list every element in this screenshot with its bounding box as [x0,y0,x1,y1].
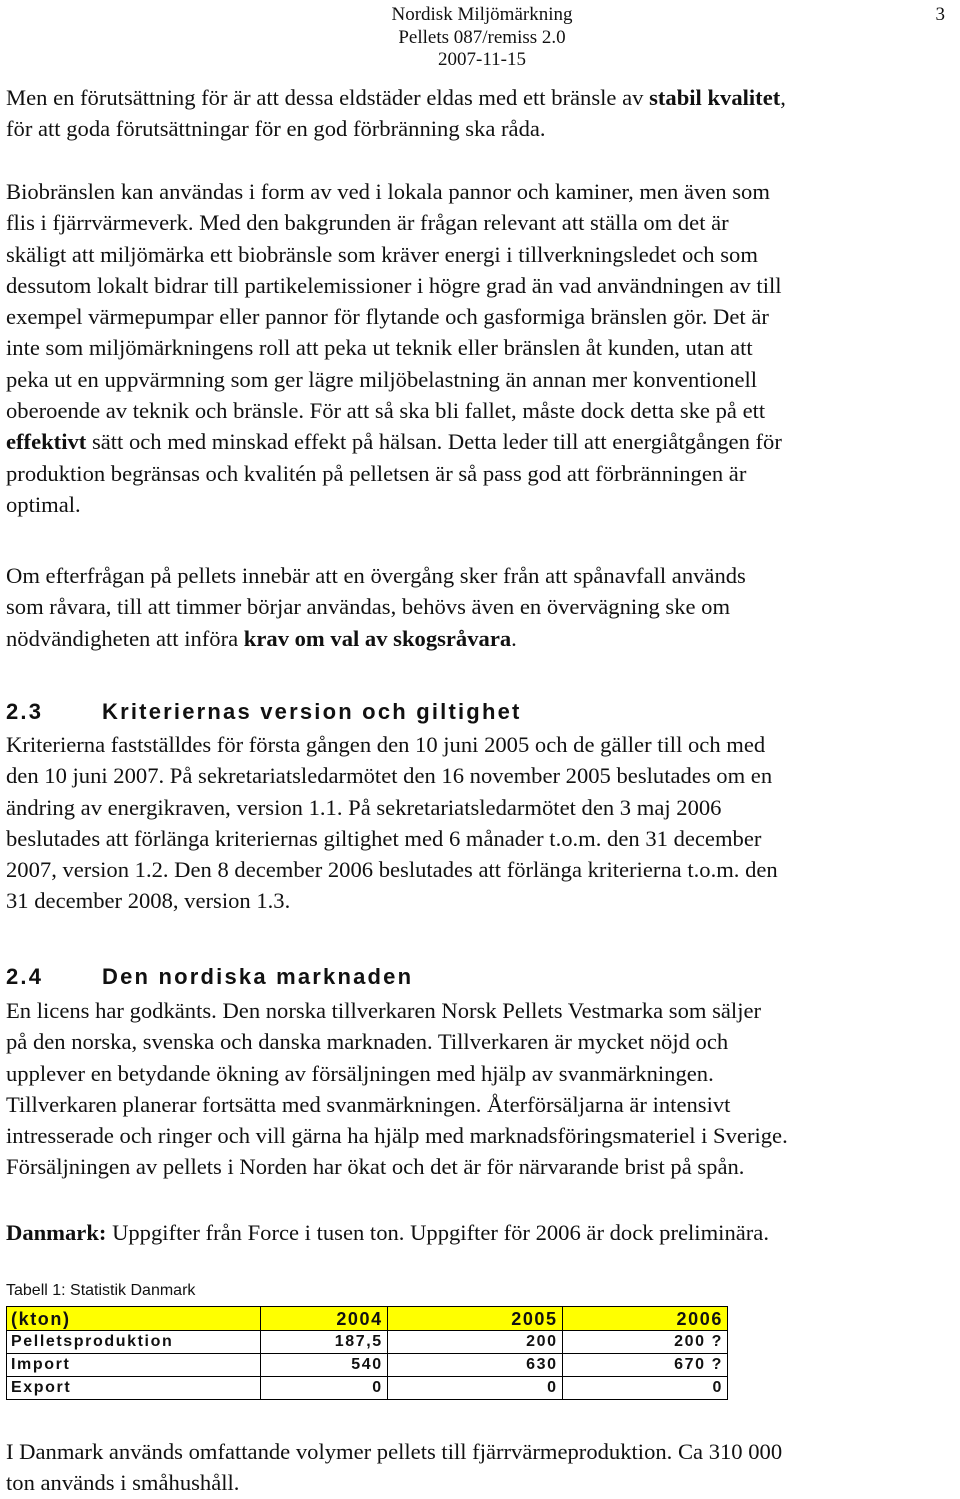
section-number: 2.3 [6,699,44,724]
text-line: optimal. [6,491,81,517]
text-run: nödvändigheten att införa [6,625,244,651]
text-line: peka ut en uppvärmning som ger lägre miljöbelastning än annan mer konventionell [6,366,758,392]
text-line [6,623,954,654]
text-run: Men en förutsättning för är att dessa eldstäder eldas med ett bränsle av [6,85,650,110]
section-title: Den nordiska marknaden [102,964,414,989]
table-cell: 200 [387,1331,562,1354]
table-header-cell: (kton) [7,1307,261,1331]
bold-text: effektivt [6,429,87,455]
text-line: dessutom lokalt bidrar till partikelemissioner i högre grad än vad användningen av till [6,272,782,298]
text-line: oberoende av teknik och bränsle. För att så ska bli fallet, måste dock detta ske på ett [6,398,766,424]
text-line: exempel värmepumpar eller pannor för flytande och gasformiga bränslen gör. Det är [6,304,769,330]
bold-text: Danmark: [6,1220,107,1245]
text-run: . [511,625,517,651]
table-header-cell: 2006 [562,1307,727,1331]
section-number: 2.4 [6,964,44,989]
page-header [0,3,960,71]
table-cell: 540 [261,1354,388,1377]
paragraph-3 [6,560,954,654]
header-date: 2007-11-15 [438,49,526,70]
text-line: 31 december 2008, version 1.3. [6,888,291,914]
paragraph-2 [6,176,954,520]
text-line: beslutades att förlänga kriteriernas giltighet med 6 månader t.o.m. den 31 december [6,825,762,851]
text-line: Om efterfrågan på pellets innebär att en övergång sker från att spånavfall används [6,563,746,588]
text-line: som råvara, till att timmer börjar användas, behövs även en övervägning ske om [6,594,731,620]
table-cell: 200 ? [562,1331,727,1354]
text-line: för att goda förutsättningar för en god förbränning ska råda. [6,116,546,142]
table-cell: Pelletsproduktion [7,1331,261,1354]
table-header-cell: 2005 [387,1307,562,1331]
text-line [6,1217,954,1248]
text-line: inte som miljömärkningens roll att peka ut teknik eller bränslen åt kunden, utan att [6,335,753,361]
page-number: 3 [935,4,945,25]
paragraph-2-4 [6,995,954,1183]
table-cell: 187,5 [261,1331,388,1354]
table-cell: 670 ? [562,1354,727,1377]
table-row [7,1354,728,1377]
table-cell: 630 [387,1354,562,1377]
section-heading-2-3 [6,697,522,727]
text-line: Biobränslen kan användas i form av ved i lokala pannor och kaminer, men även som [6,179,770,204]
paragraph-2-3 [6,729,954,917]
text-line: ändring av energikraven, version 1.1. På sekretariatsledarmötet den 3 maj 2006 [6,794,722,820]
text-line: En licens har godkänts. Den norska tillverkaren Norsk Pellets Vestmarka som säljer [6,998,762,1023]
text-run: sätt och med minskad effekt på hälsan. Detta leder till att energiåtgången för [86,429,782,455]
text-line [6,82,954,113]
table-cell: Export [7,1377,261,1400]
section-heading-2-4 [6,962,413,992]
text-line: I Danmark används omfattande volymer pellets till fjärrvärmeproduktion. Ca 310 000 [6,1439,783,1464]
bold-text: stabil kvalitet [649,85,781,110]
text-line: Försäljningen av pellets i Norden har ökat och det är för närvarande brist på spån. [6,1154,745,1180]
table-row [7,1377,728,1400]
section-title: Kriteriernas version och giltighet [102,699,522,724]
statistics-table [6,1306,728,1400]
table-row [7,1331,728,1354]
header-document-id: Pellets 087/remiss 2.0 [398,27,566,48]
table-header-row [7,1307,728,1331]
text-line: skäligt att miljömärka ett biobränsle som kräver energi i tillverkningsledet och som [6,241,758,267]
bold-text: krav om val av skogsråvara [243,625,512,651]
text-line: upplever en betydande ökning av försäljningen med hjälp av svanmärkningen. [6,1060,714,1086]
text-line: den 10 juni 2007. På sekretariatsledarmötet den 16 november 2005 beslutades om en [6,763,773,789]
text-line: produktion begränsas och kvalitén på pelletsen är så pass god att förbränningen är [6,460,747,486]
text-line: på den norska, svenska och danska marknaden. Tillverkaren är mycket nöjd och [6,1029,729,1055]
text-line [6,426,954,457]
text-run: Uppgifter från Force i tusen ton. Uppgifter för 2006 är dock preliminära. [106,1220,769,1245]
text-line: Kriterierna fastställdes för första gången den 10 juni 2005 och de gäller till och med [6,732,766,757]
paragraph-1 [6,82,954,145]
table-cell: 0 [387,1377,562,1400]
table-cell: 0 [562,1377,727,1400]
text-line: 2007, version 1.2. Den 8 december 2006 beslutades att förlänga kriterierna t.o.m. den [6,857,778,883]
header-organization: Nordisk Miljömärkning [391,4,573,25]
table-cell: Import [7,1354,261,1377]
danmark-paragraph [6,1217,954,1248]
text-line: flis i fjärrvärmeverk. Med den bakgrunden är frågan relevant att ställa om det är [6,210,729,236]
table-cell: 0 [261,1377,388,1400]
table-header-cell: 2004 [261,1307,388,1331]
final-paragraph [6,1436,954,1499]
text-line: intresserade och ringer och vill gärna ha hjälp med marknadsföringsmateriel i Sverige. [6,1123,788,1149]
text-run: , [780,85,786,110]
text-line: ton används i småhushåll. [6,1470,240,1496]
table-caption: Tabell 1: Statistik Danmark [6,1282,196,1299]
text-line: Tillverkaren planerar fortsätta med svanmärkningen. Återförsäljarna är intensivt [6,1091,731,1117]
